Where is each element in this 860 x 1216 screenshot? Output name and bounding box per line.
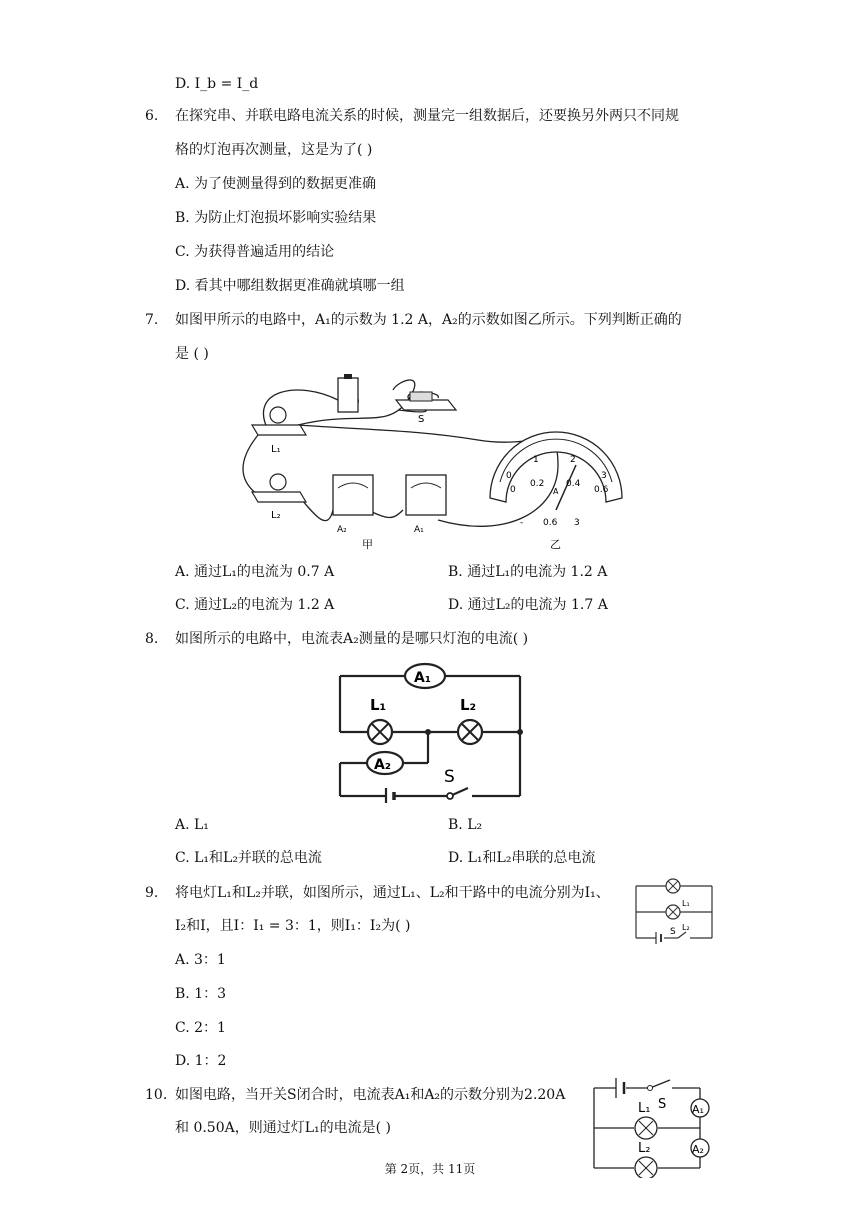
q9-figure <box>628 872 720 944</box>
q8-number: 8. <box>145 631 159 647</box>
q8-figure <box>330 658 530 803</box>
q8-label-l1: L₁ <box>370 696 387 714</box>
q9-option-d: D. 1：2 <box>175 1053 227 1069</box>
q6-stem-line2: 格的灯泡再次测量，这是为了( ) <box>175 142 373 158</box>
q10-stem-line2: 和 0.50A，则通过灯L₁的电流是( ) <box>175 1120 392 1136</box>
q7-option-d: D. 通过L₂的电流为 1.7 A <box>448 597 608 613</box>
q8-label-a1: A₁ <box>414 670 431 686</box>
switch-icon <box>447 793 453 799</box>
svg-text:2: 2 <box>570 455 576 465</box>
q7-stem-line2: 是 ( ) <box>175 346 209 362</box>
bulb-l1-icon <box>252 425 306 435</box>
svg-text:3: 3 <box>601 471 607 481</box>
q10-label-l1: L₁ <box>638 1101 651 1116</box>
svg-text:0.4: 0.4 <box>566 479 581 489</box>
q10-label-s: S <box>658 1097 667 1112</box>
q8-option-d: D. L₁和L₂串联的总电流 <box>448 850 596 866</box>
svg-text:0.2: 0.2 <box>530 479 545 489</box>
q7-label-jia: 甲 <box>362 538 373 551</box>
svg-text:-: - <box>520 518 524 528</box>
q10-number: 10. <box>145 1087 168 1103</box>
page-footer: 第 2页，共 11页 <box>384 1162 476 1176</box>
svg-text:3: 3 <box>574 518 580 528</box>
ammeter-a1-icon <box>406 475 446 515</box>
svg-text:A: A <box>553 487 559 496</box>
q9-number: 9. <box>145 885 159 901</box>
q9-label-l1: L₁ <box>682 899 690 908</box>
q9-stem-line1: 将电灯L₁和L₂并联，如图所示，通过L₁、L₂和干路中的电流分别为I₁、 <box>175 885 610 901</box>
battery-icon <box>338 378 358 412</box>
q9-option-a: A. 3：1 <box>175 952 226 968</box>
q7-option-a: A. 通过L₁的电流为 0.7 A <box>175 564 335 580</box>
q7-label-s: S <box>418 414 425 425</box>
q8-option-a: A. L₁ <box>175 817 209 833</box>
q10-label-a2: A₂ <box>692 1143 704 1156</box>
q8-label-s: S <box>444 767 455 787</box>
svg-text:0: 0 <box>510 485 516 495</box>
q6-option-d: D. 看其中哪组数据更准确就填哪一组 <box>175 278 405 294</box>
q10-label-a1: A₁ <box>692 1103 704 1116</box>
q7-label-a2: A₂ <box>337 525 347 535</box>
q9-option-c: C. 2：1 <box>175 1020 226 1036</box>
q7-label-yi: 乙 <box>550 538 561 551</box>
q7-label-a1: A₁ <box>414 525 424 535</box>
switch-icon <box>648 1086 653 1091</box>
q8-label-l2: L₂ <box>460 696 477 714</box>
bulb-l2-icon <box>252 492 306 502</box>
q5-option-d: D. I_b = I_d <box>175 76 259 92</box>
q9-label-s: S <box>670 927 676 937</box>
svg-text:1: 1 <box>533 455 539 465</box>
q7-option-c: C. 通过L₂的电流为 1.2 A <box>175 597 335 613</box>
q8-wires <box>340 676 520 796</box>
q7-label-l2: L₂ <box>271 510 281 521</box>
q6-option-a: A. 为了使测量得到的数据更准确 <box>175 176 377 192</box>
q7-option-b: B. 通过L₁的电流为 1.2 A <box>448 564 608 580</box>
q9-option-b: B. 1：3 <box>175 986 227 1002</box>
ammeter-a2-icon <box>333 475 373 515</box>
q9-stem-line2: I₂和I，且I：I₁ = 3：1，则I₁：I₂为( ) <box>175 918 411 934</box>
svg-text:0.6: 0.6 <box>594 485 609 495</box>
q8-stem: 如图所示的电路中，电流表A₂测量的是哪只灯泡的电流( ) <box>175 631 529 647</box>
q7-label-l1: L₁ <box>271 444 281 455</box>
q8-label-a2: A₂ <box>374 757 391 773</box>
q6-option-b: B. 为防止灯泡损坏影响实验结果 <box>175 210 377 226</box>
q7-stem-line1: 如图甲所示的电路中，A₁的示数为 1.2 A，A₂的示数如图乙所示。下列判断正确的 <box>175 312 682 328</box>
q7-figure <box>238 370 628 555</box>
q10-label-l2: L₂ <box>638 1141 651 1156</box>
q6-number: 6. <box>145 108 159 124</box>
q10-stem-line1: 如图电路，当开关S闭合时，电流表A₁和A₂的示数分别为2.20A <box>175 1087 566 1103</box>
svg-text:0.6: 0.6 <box>543 518 558 528</box>
q7-number: 7. <box>145 312 159 328</box>
q8-option-c: C. L₁和L₂并联的总电流 <box>175 850 322 866</box>
q7-meter-face <box>490 432 622 551</box>
q6-stem-line1: 在探究串、并联电路电流关系的时候，测量完一组数据后，还要换另外两只不同规 <box>175 108 679 124</box>
q6-option-c: C. 为获得普遍适用的结论 <box>175 244 335 260</box>
q8-option-b: B. L₂ <box>448 817 483 833</box>
q9-label-l2: L₂ <box>682 923 690 932</box>
svg-text:0: 0 <box>506 471 512 481</box>
